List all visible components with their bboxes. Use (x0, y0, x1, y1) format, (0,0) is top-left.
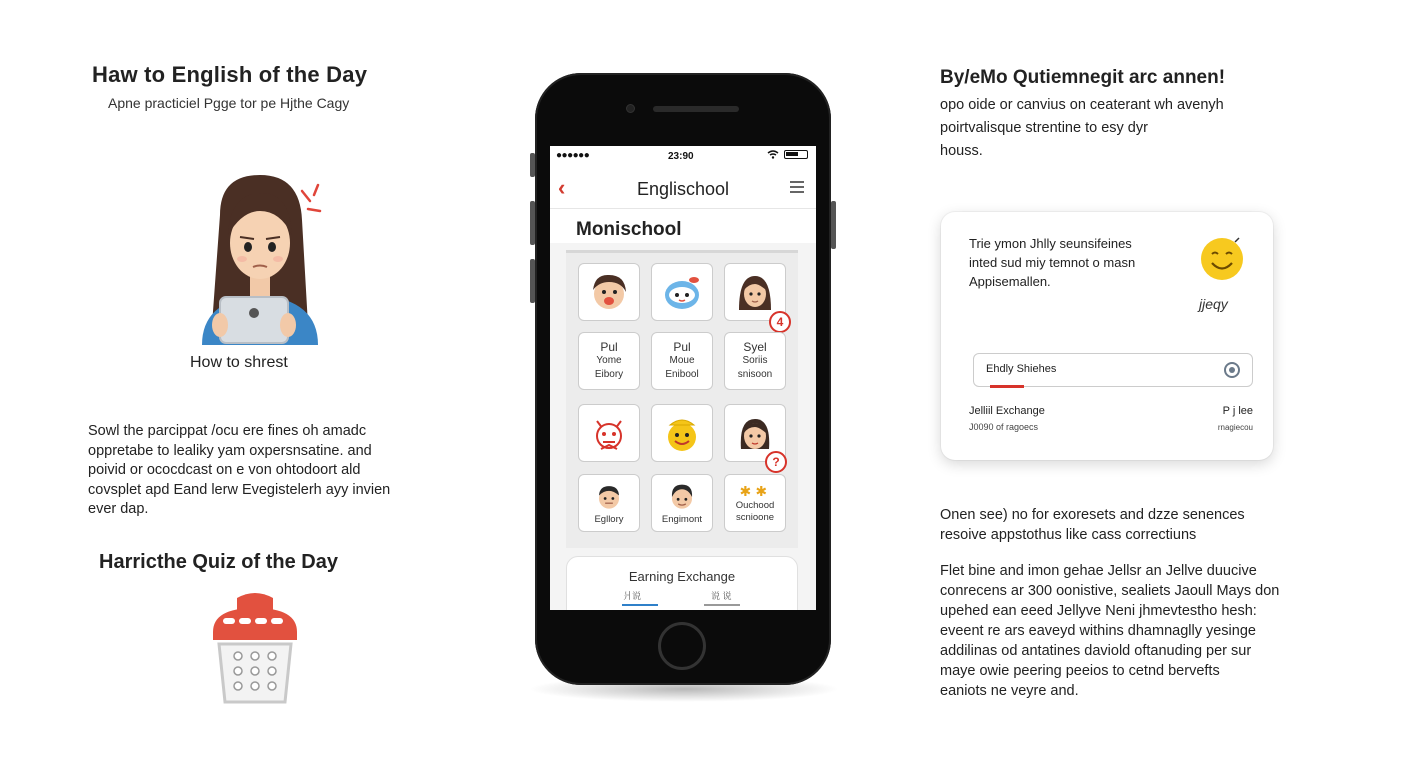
tile-line: Pul (600, 340, 618, 354)
right-p3-line: upehed ean eeed Jellyve Neni jhmevtestho hesh: (940, 603, 1257, 619)
phone-screen (550, 146, 816, 610)
card-text-line: inted sud miy temnot o masn (969, 255, 1136, 270)
left-paragraph-line: poivid or ococdcast on e von ohtodoort ald (88, 462, 361, 478)
exchange-card[interactable] (566, 556, 798, 610)
lesson-tile-face-2[interactable] (651, 263, 713, 321)
right-p3-line: eveent re ars eaveyd withins dhamnaglly yesinge (940, 623, 1256, 639)
sneezing-face-icon (587, 270, 631, 314)
lesson-tile-face-5[interactable] (651, 404, 713, 462)
right-p2-line: Onen see) no for exoresets and dzze senences (940, 507, 1245, 523)
tile-line: Syel (743, 340, 767, 354)
right-p3-line: eaniots ne veyre and. (940, 683, 1079, 699)
lesson-tile-text-1[interactable] (578, 332, 640, 390)
active-tab-indicator (622, 604, 658, 606)
exchange-title: Earning Exchange (628, 569, 736, 584)
speaker-grille (653, 106, 739, 112)
blue-blob-icon (660, 270, 704, 314)
woman-face-icon (733, 411, 777, 455)
side-button (530, 201, 535, 245)
wifi-icon (767, 150, 779, 159)
right-intro-line: opo oide or canvius on ceaterant wh avenyh (940, 97, 1224, 113)
home-button[interactable] (658, 622, 706, 670)
right-paragraph-3 (940, 561, 1279, 701)
left-paragraph-line: Sowl the parcippat /ocu ere fines oh amadc (88, 423, 367, 439)
right-paragraph-2 (940, 506, 1245, 545)
app-navbar (550, 167, 816, 209)
tile-line: Soriis (742, 355, 768, 366)
tile-line: Eibory (594, 369, 624, 380)
feature-card (941, 212, 1273, 460)
smiley-hat-icon (660, 411, 704, 455)
left-paragraph (88, 422, 428, 520)
status-time: 23:90 (668, 151, 694, 162)
left-paragraph-line: covsplet apd Eand lerw Evegistelerh ayy invien (88, 481, 391, 498)
tile-line: Yome (596, 355, 622, 366)
target-icon[interactable] (1224, 362, 1240, 378)
lesson-tile-bottom-1[interactable] (578, 474, 640, 532)
help-badge: ? (765, 451, 787, 473)
side-button (530, 259, 535, 303)
smiley-emoji-icon (1199, 236, 1245, 282)
right-title: By/eMo Qutiemnegit arc annen! (940, 67, 1226, 88)
lesson-tile-text-3[interactable] (724, 332, 786, 390)
left-paragraph-line: oppretabe to lealiky yam oxpersnsatine. and (88, 442, 372, 459)
right-p3-line: Flet bine and imon gehae Jellsr an Jellve duucive (940, 563, 1257, 579)
status-right (767, 150, 808, 159)
card-text-line: Appisemallen. (969, 274, 1051, 289)
girl-with-tablet-illustration (190, 175, 340, 345)
tile-line: Ouchood (735, 500, 775, 511)
girl-caption: How to shrest (190, 354, 288, 371)
tile-label: Egllory (594, 514, 624, 525)
lesson-tile-face-1[interactable] (578, 263, 640, 321)
emoji-label: jjeqy (1199, 296, 1228, 312)
section-title: Monischool (550, 209, 816, 243)
card-footer-right-sub: rnagiecou (1217, 423, 1253, 432)
input-progress-indicator (990, 385, 1024, 388)
tile-line: Moue (669, 355, 695, 366)
boy-face-icon (665, 480, 699, 514)
red-cat-icon (587, 411, 631, 455)
lesson-tile-bottom-3[interactable] (724, 474, 786, 532)
lesson-tile-face-4[interactable] (578, 404, 640, 462)
lesson-tile-text-2[interactable] (651, 332, 713, 390)
left-subtitle: Apne practiciel Pgge tor pe Hjthe Cagy (108, 95, 350, 111)
battery-icon (784, 150, 808, 159)
right-p3-line: maye owie peering peeios to cetnd bervefts (940, 663, 1220, 679)
right-p2-line: resoive appstothus like cass correctiuns (940, 526, 1197, 543)
left-paragraph-line: ever dap. (88, 501, 149, 517)
quiz-title: Harricthe Quiz of the Day (99, 551, 338, 573)
signal-indicator: ●●●●●● (556, 150, 590, 161)
right-intro-line: poirtvalisque strentine to esy dyr (940, 120, 1148, 136)
sparkle-icon (736, 482, 774, 500)
right-intro (940, 94, 1280, 163)
girl-face-icon (733, 270, 777, 314)
card-input-value: Ehdly Shiehes (986, 363, 1057, 375)
right-p3-line: conrecens ar 300 oonistive, sealiets Jaoull Mays don (940, 583, 1280, 599)
tile-line: Enibool (665, 369, 699, 380)
exchange-tab[interactable]: 爿说 (623, 591, 642, 601)
tile-line: scnioone (735, 512, 775, 523)
quiz-basket-icon (205, 588, 305, 706)
lesson-grid (566, 250, 798, 548)
card-input-field[interactable] (973, 353, 1253, 387)
tile-label: Engimont (661, 514, 703, 525)
card-footer-left-sub: J0090 of ragoecs (969, 422, 1039, 432)
menu-icon[interactable] (790, 181, 804, 196)
front-camera (626, 104, 635, 113)
status-bar (550, 146, 816, 167)
card-text (969, 234, 1135, 291)
man-face-icon (592, 480, 626, 514)
tile-line: Pul (673, 340, 691, 354)
side-button (831, 201, 836, 249)
inactive-tab-indicator (704, 604, 740, 606)
back-chevron-icon[interactable]: ‹ (558, 175, 566, 200)
app-title: Englischool (636, 179, 730, 199)
side-button (530, 153, 535, 177)
lesson-tile-bottom-2[interactable] (651, 474, 713, 532)
left-title: Haw to English of the Day (92, 62, 368, 87)
card-text-line: Trie ymon Jhlly seunsifeines (969, 236, 1132, 251)
right-intro-line: houss. (940, 143, 983, 159)
phone-mockup (535, 73, 831, 685)
card-footer-left-title: Jelliil Exchange (969, 405, 1045, 417)
notification-badge: 4 (769, 311, 791, 333)
card-footer-right-title: P j lee (1222, 405, 1253, 417)
right-p3-line: addilinas od antatines daviold oftanuding per sur (940, 643, 1252, 659)
tile-line: snisoon (737, 369, 773, 380)
exchange-tab[interactable]: 说 说 (711, 591, 732, 601)
svg-text:✱ ✱: ✱ ✱ (739, 484, 767, 500)
